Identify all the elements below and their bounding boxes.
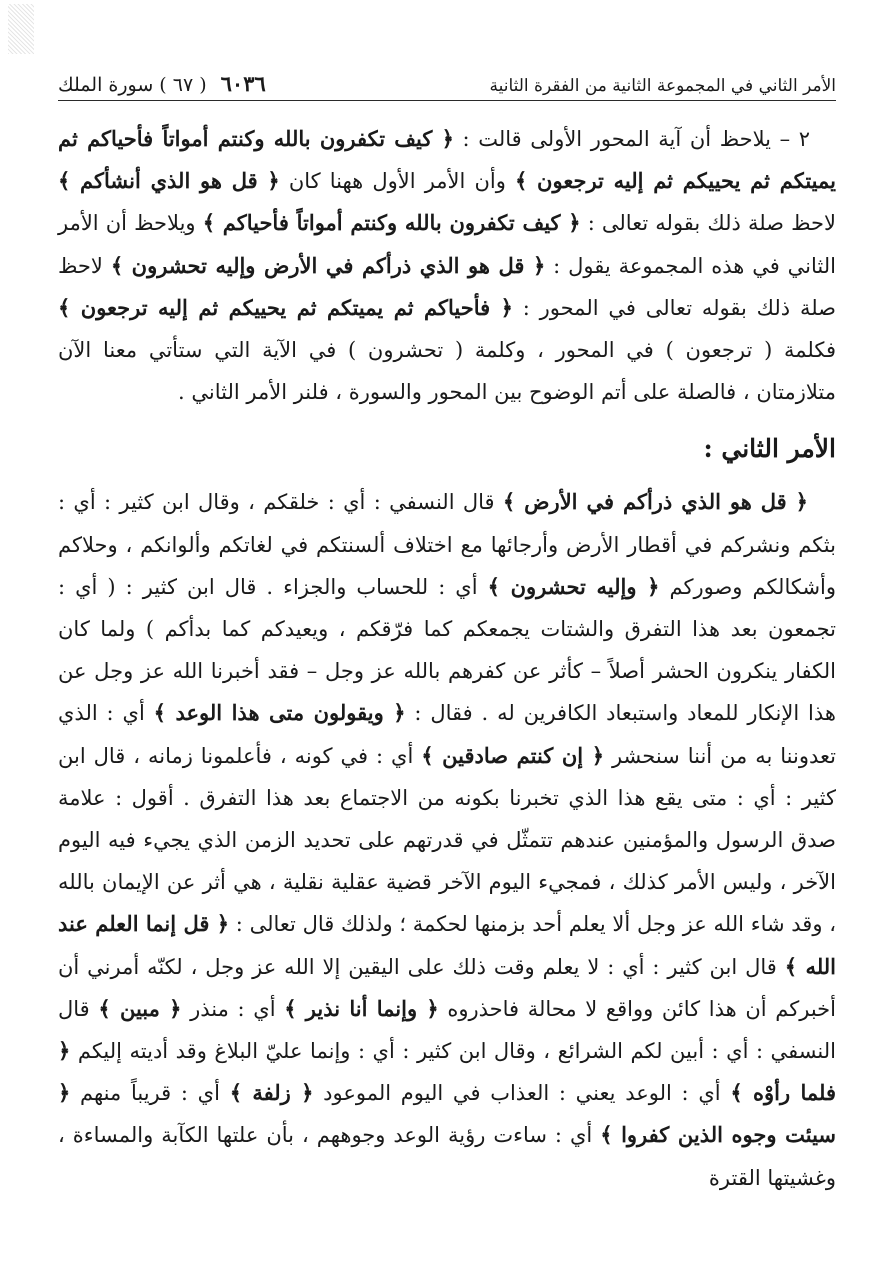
running-header (58, 62, 836, 101)
text-segment: قال ابن كثير : أي : لا يعلم وقت ذلك على اليقين إلا الله عز وجل ، لكنّه أمرني أن أخبركم أن هذا كائن وواقع لا محالة فاحذروه (58, 954, 836, 1021)
page-number: ٦٠٣٦ (220, 71, 266, 96)
text-segment: أي : في كونه ، فأعلمونا زمانه ، قال ابن كثير : أي : متى يقع هذا الذي تخبرنا بكونه من الاجتماع بعد هذا التفرق . أقول : علامة صدق الرسول والمؤمنين عندهم تتمثّل في قدرتهم على تحديد الزمن الذي يجيء فيه اليوم الآخر ، وليس الأمر كذلك ، فمجيء اليوم الآخر قضية عقلية نقلية ، هي أثر عن الإيمان بالله ، وقد شاء الله عز وجل ألا يعلم أحد بزمنها لحكمة ؛ ولذلك قال تعالى : (58, 743, 836, 937)
scan-corner-mark (8, 4, 34, 54)
paragraph-1 (58, 118, 836, 413)
text-segment: أي : للحساب والجزاء . قال ابن كثير : ( أي : تجمعون بعد هذا التفرق والشتات يجمعكم كما فرّقكم ، ويعيدكم كما بدأكم ) ولما كان الكفار ينكرون الحشر أصلاً – كأثر عن كفرهم بالله عز وجل – فقد أخبرنا الله عز وجل عن هذا الإنكار للمعاد واستبعاد الكافرين له . فقال : (58, 574, 836, 726)
section-heading: الأمر الثاني : (703, 434, 836, 464)
quran-quote: ﴿ سيئت وجوه الذين كفروا ﴾ (58, 1080, 836, 1148)
quran-quote: ﴿ قل هو الذي ذرأكم في الأرض ﴾ (502, 489, 808, 515)
text-segment: قال النسفي : أي : خلقكم ، وقال ابن كثير : أي : بثكم ونشركم في أقطار الأرض وأرجائها مع اختلاف ألسنتكم في لغاتكم وألوانكم ، وحلاكم وأشكالكم وصوركم (58, 490, 837, 599)
text-segment: أي : قريباً منهم (70, 1081, 220, 1106)
paragraph-2 (58, 481, 836, 1198)
text-segment: أي : الذي تعدوننا به من أننا سنحشر (58, 701, 837, 768)
quran-quote: ﴿ زلفة ﴾ (229, 1080, 314, 1106)
quran-quote: ﴿ قل هو الذي ذرأكم في الأرض وإليه تحشرون ﴾ (110, 252, 546, 278)
text-segment: فكلمة ( ترجعون ) في المحور ، وكلمة ( تحشرون ) في الآية التي ستأتي معنا الآن متلازمتان ، فالصلة على أتم الوضوح بين المحور والسورة ، فلنر الأمر الثاني . (58, 338, 836, 405)
quran-quote: ﴿ فأحياكم ثم يميتكم ثم يحييكم ثم إليه ترجعون ﴾ (58, 294, 513, 320)
quran-quote: ﴿ قل هو الذي أنشأكم ﴾ (58, 168, 280, 194)
quran-quote: ﴿ وإليه تحشرون ﴾ (487, 573, 660, 599)
text-segment: أي : منذر (181, 996, 276, 1021)
text-segment: ويلاحظ أن الأمر الثاني في هذه المجموعة يقول : (58, 211, 836, 278)
quran-quote: ﴿ فلما رأوْه ﴾ (58, 1038, 836, 1106)
surah-title: ( ٦٧ ) سورة الملك (58, 74, 207, 96)
text-segment: أي : الوعد يعني : العذاب في اليوم الموعود (313, 1081, 721, 1106)
text-segment: أي : ساءت رؤية الوعد وجوههم ، بأن علتها الكآبة والمساءة ، وغشيتها القترة (58, 1123, 836, 1190)
text-segment: وأن الأمر الأول ههنا كان (279, 169, 506, 194)
text-segment: لاحظ صلة ذلك بقوله تعالى في المحور : (58, 253, 836, 320)
quran-quote: ﴿ ويقولون متى هذا الوعد ﴾ (153, 700, 406, 726)
main-text (58, 118, 836, 1199)
section-title: الأمر الثاني في المجموعة الثانية من الفقرة الثانية (489, 76, 836, 96)
quran-quote: ﴿ إن كنتم صادقين ﴾ (421, 742, 605, 768)
text-segment: قال النسفي : أي : أبين لكم الشرائع ، وقال ابن كثير : أي : وإنما عليّ البلاغ وقد أديته إليكم (58, 996, 836, 1064)
text-segment: لاحظ صلة ذلك بقوله تعالى : (580, 211, 836, 236)
text-segment: ٢ – يلاحظ أن آية المحور الأولى قالت : (453, 127, 810, 151)
quran-quote: ﴿ وإنما أنا نذير ﴾ (284, 995, 439, 1021)
quran-quote: ﴿ قل إنما العلم عند الله ﴾ (58, 911, 837, 979)
header-right-group (58, 71, 266, 96)
quran-quote: ﴿ كيف تكفرون بالله وكنتم أمواتاً فأحياكم ثم يميتكم ثم يحييكم ثم إليه ترجعون ﴾ (58, 126, 836, 194)
quran-quote: ﴿ مبين ﴾ (98, 995, 182, 1021)
quran-quote: ﴿ كيف تكفرون بالله وكنتم أمواتاً فأحياكم ﴾ (202, 210, 581, 236)
